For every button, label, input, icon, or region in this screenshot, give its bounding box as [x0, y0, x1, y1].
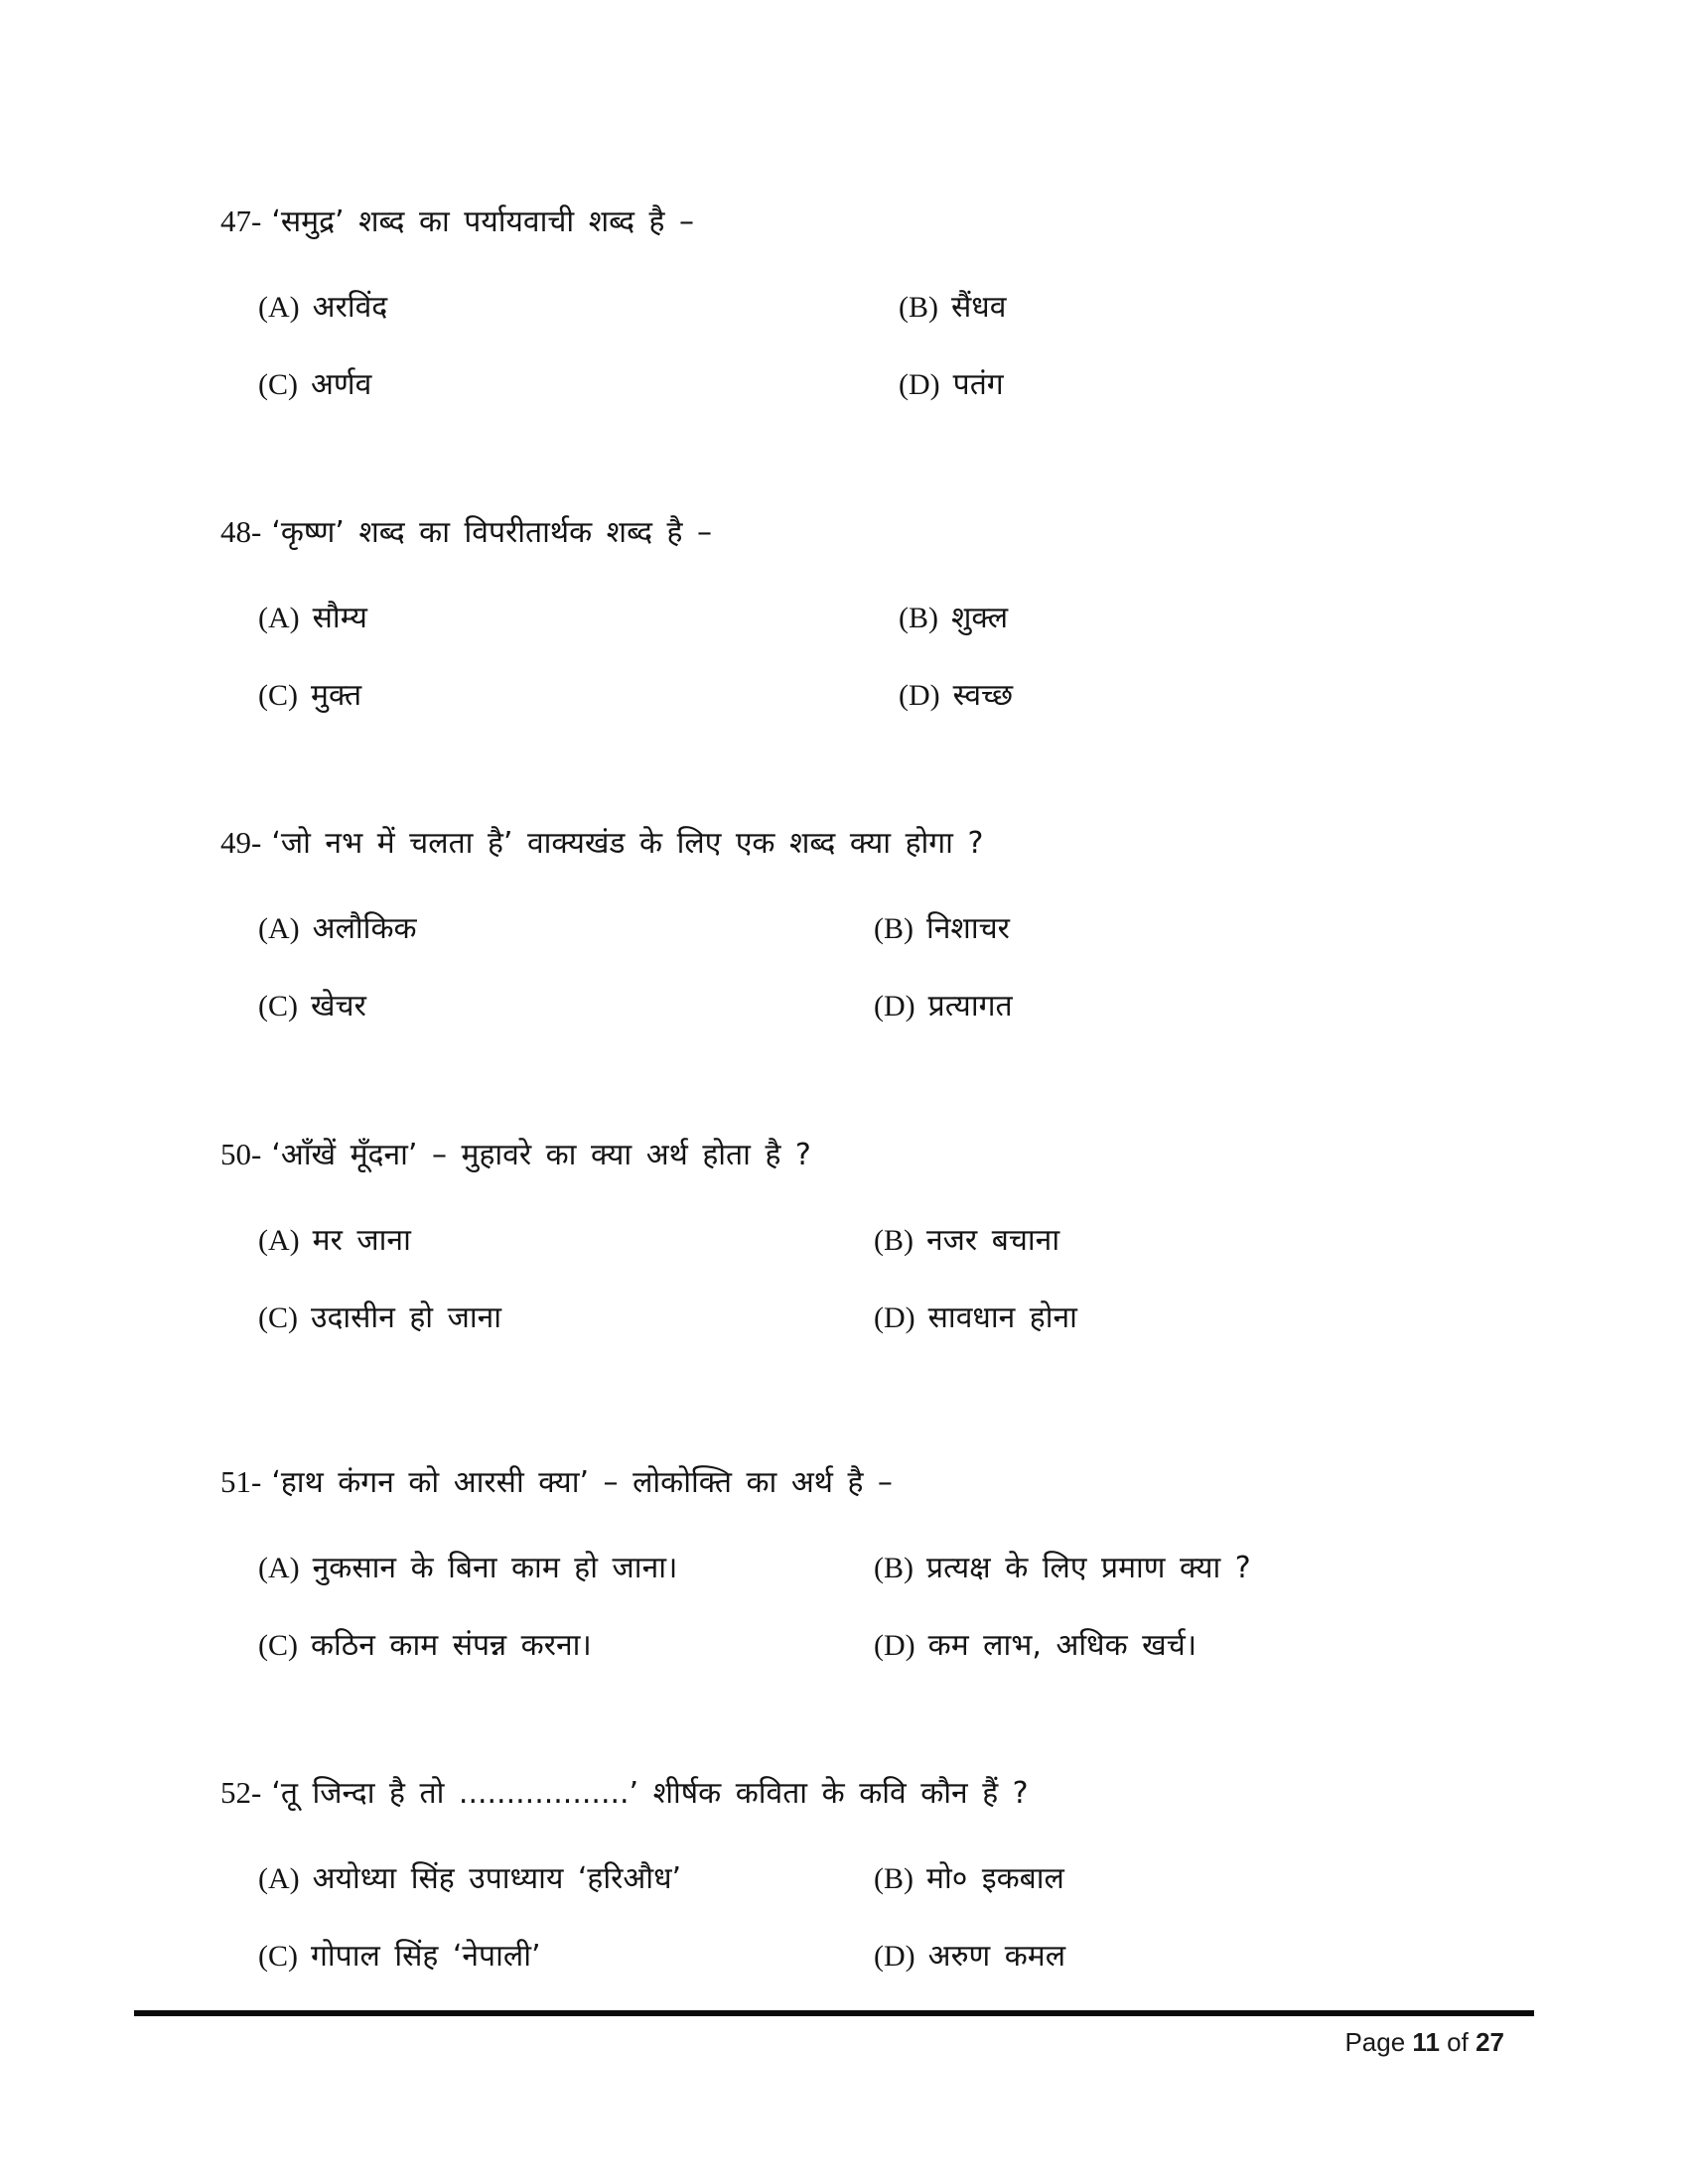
option-label: (C) — [258, 990, 298, 1023]
option-text: अरविंद — [312, 290, 388, 325]
option-label: (C) — [258, 1940, 298, 1973]
option-text: अर्णव — [311, 367, 372, 402]
option-text: नुकसान के बिना काम हो जाना। — [312, 1551, 678, 1585]
option-d — [874, 1624, 1531, 1668]
question-number: 47- — [220, 204, 262, 238]
question-52 — [220, 1770, 1531, 1979]
question-text: ‘तू जिन्दा है तो ..................’ शीर्षक कविता के कवि कौन हैं ? — [271, 1776, 1029, 1811]
option-text: निशाचर — [926, 911, 1010, 946]
option-d — [874, 1297, 1531, 1340]
options-grid — [258, 1857, 1531, 1979]
option-d — [899, 674, 1531, 718]
option-text: कठिन काम संपन्न करना। — [311, 1628, 592, 1663]
footer-divider — [134, 2010, 1534, 2016]
option-text: प्रत्यागत — [927, 989, 1013, 1024]
question-number: 51- — [220, 1464, 262, 1499]
option-label: (D) — [874, 990, 915, 1023]
option-a — [258, 1857, 874, 1901]
question-text: ‘कृष्ण’ शब्द का विपरीतार्थक शब्द है – — [271, 515, 712, 550]
option-text: खेचर — [311, 989, 366, 1024]
option-label: (A) — [258, 1552, 300, 1584]
option-c — [258, 363, 899, 407]
option-text: सैंधव — [951, 290, 1007, 325]
question-48 — [220, 509, 1531, 718]
option-text: कम लाभ, अधिक खर्च। — [927, 1628, 1197, 1663]
option-label: (A) — [258, 912, 300, 945]
option-text: मर जाना — [312, 1223, 411, 1258]
option-c — [258, 1624, 874, 1668]
option-a — [258, 1219, 874, 1263]
question-number: 48- — [220, 514, 262, 549]
option-label: (D) — [899, 368, 940, 401]
option-label: (C) — [258, 368, 298, 401]
question-50 — [220, 1132, 1531, 1340]
option-text: पतंग — [952, 367, 1004, 402]
option-d — [874, 1935, 1531, 1979]
options-grid — [258, 1219, 1531, 1340]
option-label: (B) — [874, 1862, 914, 1895]
option-text: उदासीन हो जाना — [311, 1300, 502, 1335]
option-a — [258, 286, 899, 330]
option-label: (C) — [258, 1629, 298, 1662]
option-label: (C) — [258, 679, 298, 712]
option-text: अरुण कमल — [927, 1939, 1066, 1974]
option-label: (D) — [874, 1940, 915, 1973]
page-label: Page — [1344, 2027, 1406, 2057]
option-label: (A) — [258, 1862, 300, 1895]
option-text: मो० इकबाल — [926, 1861, 1064, 1896]
question-line — [220, 509, 1531, 555]
option-text: मुक्त — [311, 678, 362, 713]
question-51 — [220, 1459, 1531, 1668]
option-b — [899, 286, 1531, 330]
option-label: (A) — [258, 1224, 300, 1257]
option-a — [258, 1547, 874, 1590]
option-b — [874, 1219, 1531, 1263]
question-line — [220, 1770, 1531, 1816]
question-line — [220, 820, 1531, 866]
option-text: अलौकिक — [312, 911, 417, 946]
question-number: 50- — [220, 1137, 262, 1171]
options-grid — [258, 597, 1531, 718]
question-line — [220, 199, 1531, 244]
current-page: 11 — [1412, 2027, 1440, 2057]
options-grid — [258, 286, 1531, 407]
option-b — [899, 597, 1531, 640]
option-c — [258, 985, 874, 1028]
question-line — [220, 1459, 1531, 1505]
question-number: 49- — [220, 825, 262, 860]
option-d — [899, 363, 1531, 407]
option-text: सौम्य — [312, 601, 367, 635]
option-label: (A) — [258, 291, 300, 324]
question-line — [220, 1132, 1531, 1177]
question-text: ‘समुद्र’ शब्द का पर्यायवाची शब्द है – — [271, 205, 695, 239]
option-c — [258, 1935, 874, 1979]
option-text: स्वच्छ — [952, 678, 1014, 713]
option-label: (B) — [899, 291, 938, 324]
option-a — [258, 907, 874, 951]
options-grid — [258, 907, 1531, 1028]
option-label: (B) — [874, 1552, 914, 1584]
option-d — [874, 985, 1531, 1028]
option-label: (D) — [874, 1629, 915, 1662]
options-grid — [258, 1547, 1531, 1668]
question-number: 52- — [220, 1775, 262, 1810]
question-text: ‘आँखें मूँदना’ – मुहावरे का क्या अर्थ होता है ? — [271, 1138, 811, 1172]
question-49 — [220, 820, 1531, 1028]
option-text: शुक्ल — [951, 601, 1009, 635]
question-47 — [220, 199, 1531, 407]
option-c — [258, 674, 899, 718]
option-label: (B) — [899, 602, 938, 634]
option-text: नजर बचाना — [926, 1223, 1060, 1258]
of-label: of — [1447, 2027, 1469, 2057]
question-text: ‘जो नभ में चलता है’ वाक्यखंड के लिए एक शब्द क्या होगा ? — [271, 826, 984, 861]
option-label: (C) — [258, 1301, 298, 1334]
option-text: प्रत्यक्ष के लिए प्रमाण क्या ? — [926, 1551, 1251, 1585]
total-pages: 27 — [1476, 2027, 1504, 2057]
option-text: सावधान होना — [927, 1300, 1077, 1335]
option-b — [874, 1857, 1531, 1901]
question-text: ‘हाथ कंगन को आरसी क्या’ – लोकोक्ति का अर्थ है – — [271, 1465, 893, 1500]
option-label: (B) — [874, 912, 914, 945]
option-c — [258, 1297, 874, 1340]
option-label: (A) — [258, 602, 300, 634]
option-label: (D) — [899, 679, 940, 712]
option-a — [258, 597, 899, 640]
option-label: (B) — [874, 1224, 914, 1257]
option-label: (D) — [874, 1301, 915, 1334]
page-number — [1344, 2027, 1504, 2058]
option-text: गोपाल सिंह ‘नेपाली’ — [311, 1939, 541, 1974]
option-b — [874, 907, 1531, 951]
option-b — [874, 1547, 1531, 1590]
option-text: अयोध्या सिंह उपाध्याय ‘हरिऔध’ — [312, 1861, 682, 1896]
